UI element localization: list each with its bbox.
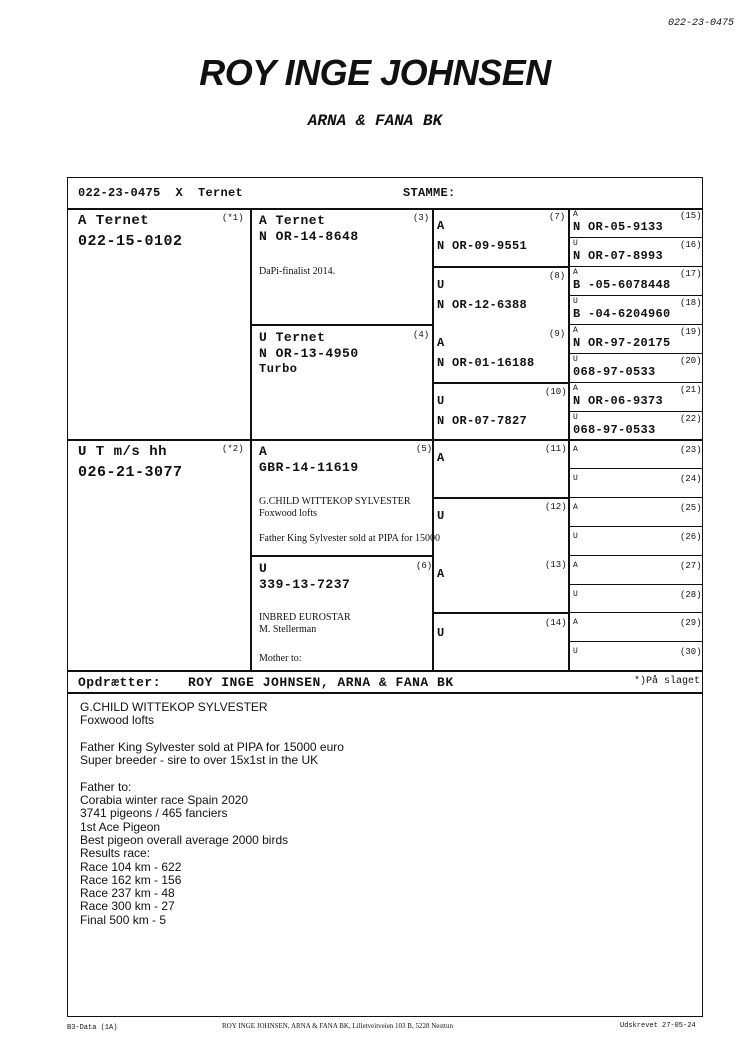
gen4-divider [568, 295, 703, 296]
note-line: Best pigeon overall average 2000 birds [80, 832, 289, 847]
gen4-divider [568, 612, 703, 613]
gen4-divider [568, 526, 703, 527]
gen4-ring: N OR-07-8993 [573, 249, 664, 263]
gen4-ring: 068-97-0533 [573, 423, 656, 437]
gen3-number: (7) [549, 212, 566, 222]
footer-right: Udskrevet 27-05-24 [620, 1022, 696, 1030]
sire-ring: 022-15-0102 [78, 233, 183, 250]
gen4-sex: A [573, 268, 578, 277]
sire-title: A Ternet [78, 213, 150, 229]
gen4-sex: U [573, 413, 578, 422]
gen2-number: (5) [416, 444, 433, 454]
note-line [80, 767, 680, 780]
sire-number: (*1) [222, 213, 244, 223]
dam-title: U T m/s hh [78, 444, 168, 460]
note-line: Father King Sylvester sold at PIPA for 15000 euro [80, 739, 344, 754]
note-line: Results race: [80, 846, 151, 861]
gen4-sex: U [573, 355, 578, 364]
gen2-number: (6) [416, 561, 433, 571]
gen3-sex: U [437, 278, 445, 292]
breeder-footnote: *)På slaget [634, 676, 701, 687]
dam-number: (*2) [222, 444, 244, 454]
note-line: Final 500 km - 5 [80, 912, 167, 927]
gen3-number: (13) [545, 560, 567, 570]
gen2-ring: N OR-14-8648 [259, 229, 359, 244]
gen4-number: (22) [680, 414, 702, 424]
gen4-sex: U [573, 297, 578, 306]
gen3-ring: N OR-09-9551 [437, 239, 528, 253]
gen2-note: INBRED EUROSTAR [259, 612, 351, 623]
gen2-divider-top [250, 324, 433, 326]
note-line: Corabia winter race Spain 2020 [80, 793, 249, 808]
gen4-number: (28) [680, 590, 702, 600]
gen4-number: (15) [680, 211, 702, 221]
gen2-divider-bottom [250, 555, 433, 557]
gen4-ring: N OR-05-9133 [573, 220, 664, 234]
breeder-divider-bottom [67, 692, 703, 694]
gen4-number: (26) [680, 532, 702, 542]
breeder-label: Opdrætter: [78, 675, 162, 690]
gen3-sex: A [437, 567, 445, 581]
gen2-ring: GBR-14-11619 [259, 460, 359, 475]
note-line: Father to: [80, 779, 132, 794]
gen3-sex: U [437, 394, 445, 408]
gen4-sex: U [573, 474, 578, 483]
gen4-sex: A [573, 618, 578, 627]
note-line: Race 300 km - 27 [80, 899, 175, 914]
gen3-number: (11) [545, 444, 567, 454]
gen4-number: (30) [680, 647, 702, 657]
gen3-ring: N OR-07-7827 [437, 414, 528, 428]
gen2-sex: U [259, 561, 268, 576]
gen4-ring: N OR-06-9373 [573, 394, 664, 408]
gen3-number: (14) [545, 618, 567, 628]
gen4-number: (19) [680, 327, 702, 337]
gen4-divider [568, 584, 703, 585]
gen4-number: (21) [680, 385, 702, 395]
footer-left: B3-Data (1A) [67, 1024, 118, 1032]
gen3-divider-1 [432, 266, 569, 268]
gen4-sex: U [573, 532, 578, 541]
gen4-divider [568, 266, 703, 267]
gen2-extra: Turbo [259, 362, 298, 376]
gen4-sex: U [573, 590, 578, 599]
note-line [80, 728, 680, 741]
gen3-divider-2 [432, 382, 569, 384]
gen4-number: (29) [680, 618, 702, 628]
subject-ring: 022-23-0475 X Ternet [78, 186, 244, 200]
gen4-ring: 068-97-0533 [573, 365, 656, 379]
gen2-note: DaPi-finalist 2014. [259, 266, 336, 277]
gen3-ring: N OR-12-6388 [437, 298, 528, 312]
gen2-note: Mother to: [259, 653, 302, 664]
owner-title: ROY INGE JOHNSEN [199, 52, 551, 93]
gen4-sex: U [573, 239, 578, 248]
gen4-sex: A [573, 445, 578, 454]
gen4-number: (20) [680, 356, 702, 366]
gen4-number: (23) [680, 445, 702, 455]
gen3-number: (8) [549, 271, 566, 281]
gen2-sex: A Ternet [259, 213, 326, 228]
gen4-ring: B -05-6078448 [573, 278, 671, 292]
gen2-note: G.CHILD WITTEKOP SYLVESTER [259, 496, 411, 507]
note-line: Race 104 km - 622 [80, 859, 182, 874]
gen2-number: (4) [413, 330, 430, 340]
gen3-divider-3 [432, 497, 569, 499]
gen3-sex: U [437, 509, 445, 523]
gen4-ring: N OR-97-20175 [573, 336, 671, 350]
gen4-sex: A [573, 561, 578, 570]
breeder-value: ROY INGE JOHNSEN, ARNA & FANA BK [188, 675, 454, 690]
note-line: 3741 pigeons / 465 fanciers [80, 806, 228, 821]
gen4-sex: A [573, 384, 578, 393]
note-line: Super breeder - sire to over 15x1st in the UK [80, 753, 319, 768]
gen2-note: Foxwood lofts [259, 508, 318, 519]
note-line: Foxwood lofts [80, 713, 155, 728]
note-line: Race 237 km - 48 [80, 886, 175, 901]
gen2-sex: U Ternet [259, 330, 326, 345]
gen4-sex: A [573, 326, 578, 335]
gen4-divider [568, 382, 703, 383]
gen4-divider [568, 411, 703, 412]
note-line: 1st Ace Pigeon [80, 819, 161, 834]
gen4-divider [568, 353, 703, 354]
gen4-number: (16) [680, 240, 702, 250]
note-line: G.CHILD WITTEKOP SYLVESTER [80, 700, 268, 714]
gen3-ring: N OR-01-16188 [437, 356, 535, 370]
gen4-divider [568, 324, 703, 325]
gen3-sex: A [437, 451, 445, 465]
gen2-note: Father King Sylvester sold at PIPA for 15000 [259, 533, 441, 544]
footer-center: ROY INGE JOHNSEN, ARNA & FANA BK, Lilletveitveien 103 B, 5228 Nesttun [222, 1022, 453, 1030]
stamme-label: STAMME: [403, 186, 456, 200]
gen4-divider [568, 555, 703, 556]
gen3-number: (12) [545, 502, 567, 512]
notes-block [80, 701, 680, 927]
gen3-divider-4 [432, 612, 569, 614]
gen4-sex: A [573, 210, 578, 219]
gen4-divider [568, 237, 703, 238]
gen3-number: (10) [545, 387, 567, 397]
gen4-number: (25) [680, 503, 702, 513]
gen4-divider [568, 468, 703, 469]
gen2-note: M. Stellerman [259, 624, 317, 635]
gen2-ring: N OR-13-4950 [259, 346, 359, 361]
gen2-sex: A [259, 444, 268, 459]
subject-divider [67, 208, 703, 210]
gen2-ring: 339-13-7237 [259, 577, 351, 592]
gen4-number: (27) [680, 561, 702, 571]
gen4-sex: A [573, 503, 578, 512]
top-ring-number: 022-23-0475 [667, 18, 734, 29]
breeder-divider-top [67, 670, 703, 672]
gen3-sex: A [437, 336, 445, 350]
gen3-sex: A [437, 219, 445, 233]
gen4-divider [568, 439, 703, 440]
gen3-sex: U [437, 626, 445, 640]
gen4-number: (18) [680, 298, 702, 308]
gen4-number: (17) [680, 269, 702, 279]
gen3-number: (9) [549, 329, 566, 339]
gen4-divider [568, 641, 703, 642]
club-subtitle: ARNA & FANA BK [307, 112, 443, 130]
note-line: Race 162 km - 156 [80, 872, 182, 887]
gen4-divider [568, 497, 703, 498]
dam-ring: 026-21-3077 [78, 464, 183, 481]
gen2-number: (3) [413, 213, 430, 223]
gen4-sex: U [573, 647, 578, 656]
gen4-ring: B -04-6204960 [573, 307, 671, 321]
gen4-number: (24) [680, 474, 702, 484]
